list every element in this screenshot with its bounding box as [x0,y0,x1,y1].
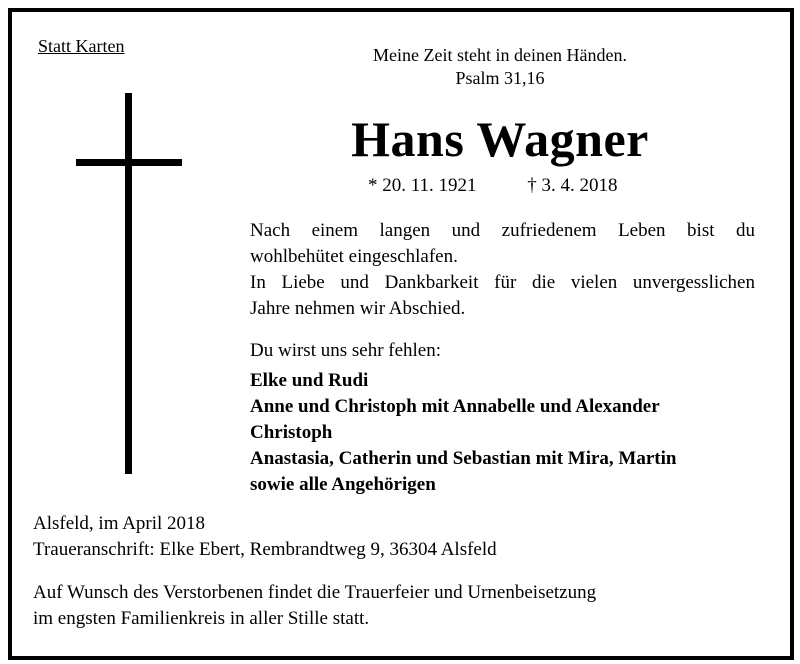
cross-vertical-bar [125,93,132,474]
miss-you-text: Du wirst uns sehr fehlen: [250,340,442,361]
bible-verse [300,44,700,90]
farewell-text-2 [250,270,755,322]
family-line: Anne und Christoph mit Annabelle und Alexander [250,396,660,417]
statt-karten-label: Statt Karten [38,36,125,56]
funeral-note-line2: im engsten Familienkreis in aller Stille statt. [33,608,370,629]
text-line: wohlbehütet eingeschlafen. [250,246,458,267]
text-line: Nach einem langen und zufriedenem Leben bist du [250,220,755,241]
mourning-address: Traueranschrift: Elke Ebert, Rembrandtweg 9, 36304 Alsfeld [33,539,497,560]
place-date: Alsfeld, im April 2018 [33,513,206,534]
family-line: Christoph [250,422,333,443]
cross-horizontal-bar [76,159,182,166]
birth-date: * 20. 11. 1921 [368,175,477,196]
text-line: Jahre nehmen wir Abschied. [250,298,466,319]
deceased-name: Hans Wagner [351,111,649,167]
verse-text: Meine Zeit steht in deinen Händen. [373,45,627,65]
death-date: † 3. 4. 2018 [527,175,618,196]
family-line: sowie alle Angehörigen [250,474,436,495]
funeral-note-line1: Auf Wunsch des Verstorbenen findet die Trauerfeier und Urnenbeisetzung [33,582,597,603]
text-line: In Liebe und Dankbarkeit für die vielen unvergesslichen [250,272,755,293]
family-line: Anastasia, Catherin und Sebastian mit Mira, Martin [250,448,677,469]
verse-reference: Psalm 31,16 [455,68,545,88]
family-list [250,368,770,498]
life-dates [368,174,618,198]
family-line: Elke und Rudi [250,370,369,391]
farewell-text-1 [250,218,755,270]
